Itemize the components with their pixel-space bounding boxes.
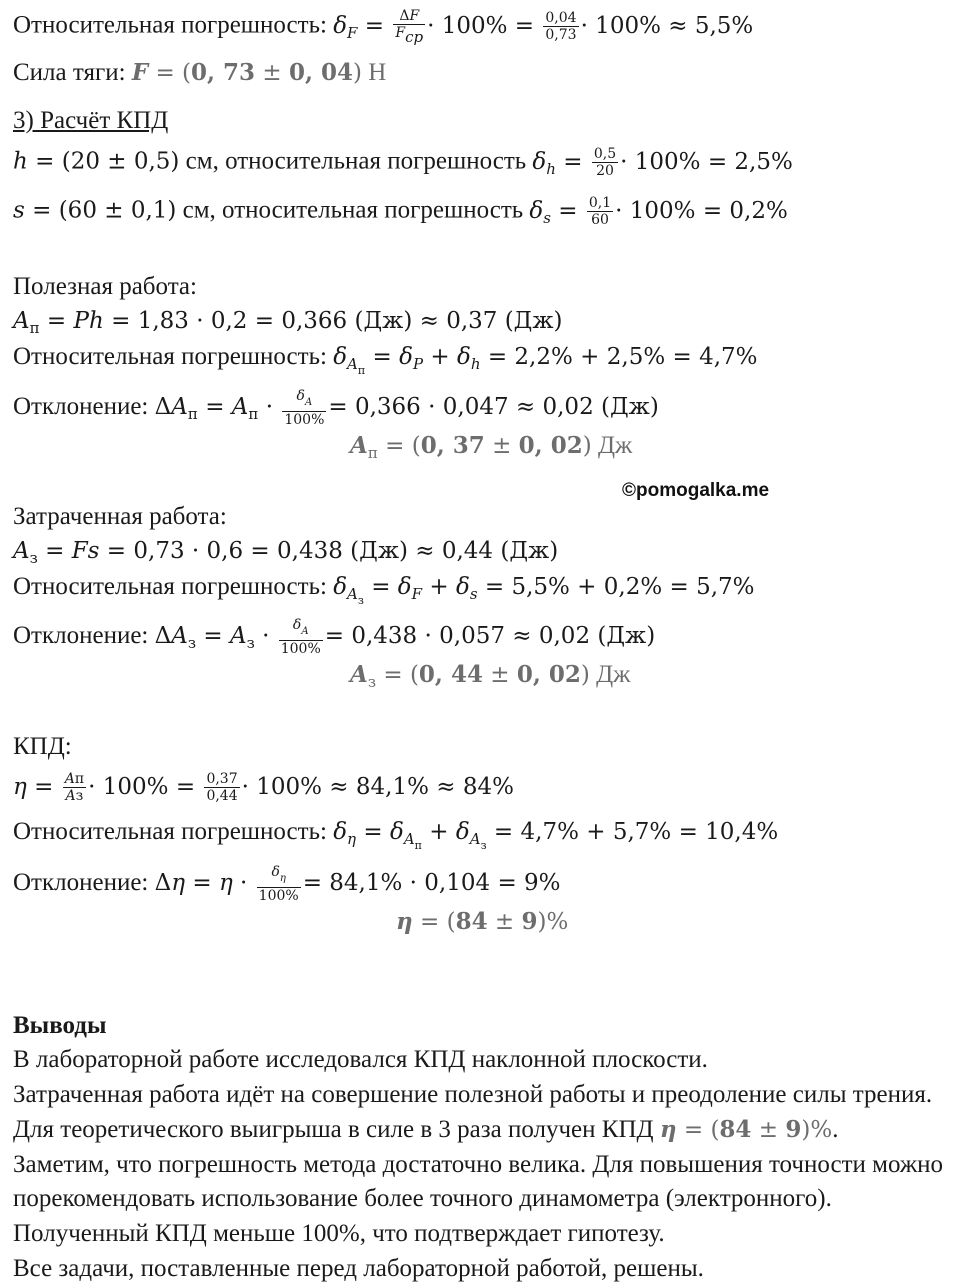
conclusion-1: В лабораторной работе исследовался КПД наклонной плоскости.: [13, 1046, 708, 1073]
efficiency-deviation: Отклонение: Δη = η · $\frac{\delta_\eta}{100\%}$ = 84,1% · 0,104 = 9%: [13, 864, 561, 904]
conclusion-3: Для теоретического выигрыша в силе в 3 раза получен КПД η = (84 ± 9)%.: [13, 1116, 839, 1143]
section-heading: 3) Расчёт КПД: [13, 107, 169, 134]
spent-work-formula: $A_з = Fs = 0,73 \cdot 0,6 = 0,438$ (Дж) ≈ 0,44 (Дж): [13, 538, 559, 567]
rel-error-force-line: Относительная погрешность: $\delta_F$ = $\frac{\Delta F}{F_{cp}}$ · 100% = $\frac{0,04}{0,73}$ · 100% ≈ 5,5%: [13, 8, 754, 46]
spent-work-result: $A_з = (0$, 44 ± 0, 02) Дж: [350, 661, 631, 691]
formula-delta-f: $\delta_F$ = $\frac{\Delta F}{F_{cp}}$ · 100% = $\frac{0,04}{0,73}$ · 100% ≈ 5,5%: [333, 8, 754, 46]
conclusion-5: порекомендовать использование более точного динамометра (электронного).: [13, 1185, 832, 1212]
conclusion-7: Все задачи, поставленные перед лабораторной работой, решены.: [13, 1255, 704, 1282]
conclusion-4: Заметим, что погрешность метода достаточно велика. Для повышения точности можно: [13, 1151, 943, 1178]
conclusion-6: Полученный КПД меньше 100%, что подтверждает гипотезу.: [13, 1220, 665, 1247]
traction-result: F = (0, 73 ± 0, 04): [131, 59, 362, 86]
useful-work-heading: Полезная работа:: [13, 273, 197, 300]
height-line: h = (20 ± 0,5) см, относительная погрешность $\delta_h$ = $\frac{0,5}{20}$ · 100% = 2,5%: [13, 146, 793, 179]
useful-work-rel-error: Относительная погрешность: $\delta_{A_п} = \delta_P + \delta_h = 2,2\% + 2,5\% = 4,7\%$: [13, 343, 758, 377]
efficiency-heading: КПД:: [13, 733, 72, 760]
efficiency-result: η = (84 ± 9)%: [396, 908, 569, 935]
watermark: ©pomogalka.me: [622, 480, 770, 501]
spent-work-deviation: Отклонение: $\Delta A_з = A_з$ · $\frac{\delta_A}{100\%}$ = 0,438 · 0,057 ≈ 0,02 (Дж): [13, 617, 656, 657]
useful-work-formula: $A_п = Ph = 1,83 \cdot 0,2 = 0,366$ (Дж) ≈ 0,37 (Дж): [13, 308, 563, 337]
traction-force-line: Сила тяги: F = (0, 73 ± 0, 04) Н: [13, 59, 387, 86]
length-line: s = (60 ± 0,1) см, относительная погрешность $\delta_s$ = $\frac{0,1}{60}$ · 100% = 0,2%: [13, 195, 788, 228]
conclusion-2: Затраченная работа идёт на совершение полезной работы и преодоление силы трения.: [13, 1081, 933, 1108]
spent-work-rel-error: Относительная погрешность: $\delta_{A_з} = \delta_F + \delta_s = 5,5\% + 0,2\% = 5,7\%$: [13, 573, 755, 607]
spent-work-heading: Затраченная работа:: [13, 503, 227, 530]
efficiency-rel-error: Относительная погрешность: $\delta_\eta = \delta_{A_п} + \delta_{A_з} = 4,7\% + 5,7\% = 10,4\%$: [13, 818, 779, 852]
useful-work-result: $A_п = (0$, 37 ± 0, 02) Дж: [350, 432, 633, 462]
efficiency-formula: η = $\frac{Aп}{Aз}$ · 100% = $\frac{0,37}{0,44}$ · 100% ≈ 84,1% ≈ 84%: [13, 771, 514, 804]
conclusions-title: Выводы: [13, 1012, 107, 1039]
useful-work-deviation: Отклонение: $\Delta A_п = A_п$ · $\frac{\delta_A}{100\%}$ = 0,366 · 0,047 ≈ 0,02 (Дж): [13, 388, 659, 428]
